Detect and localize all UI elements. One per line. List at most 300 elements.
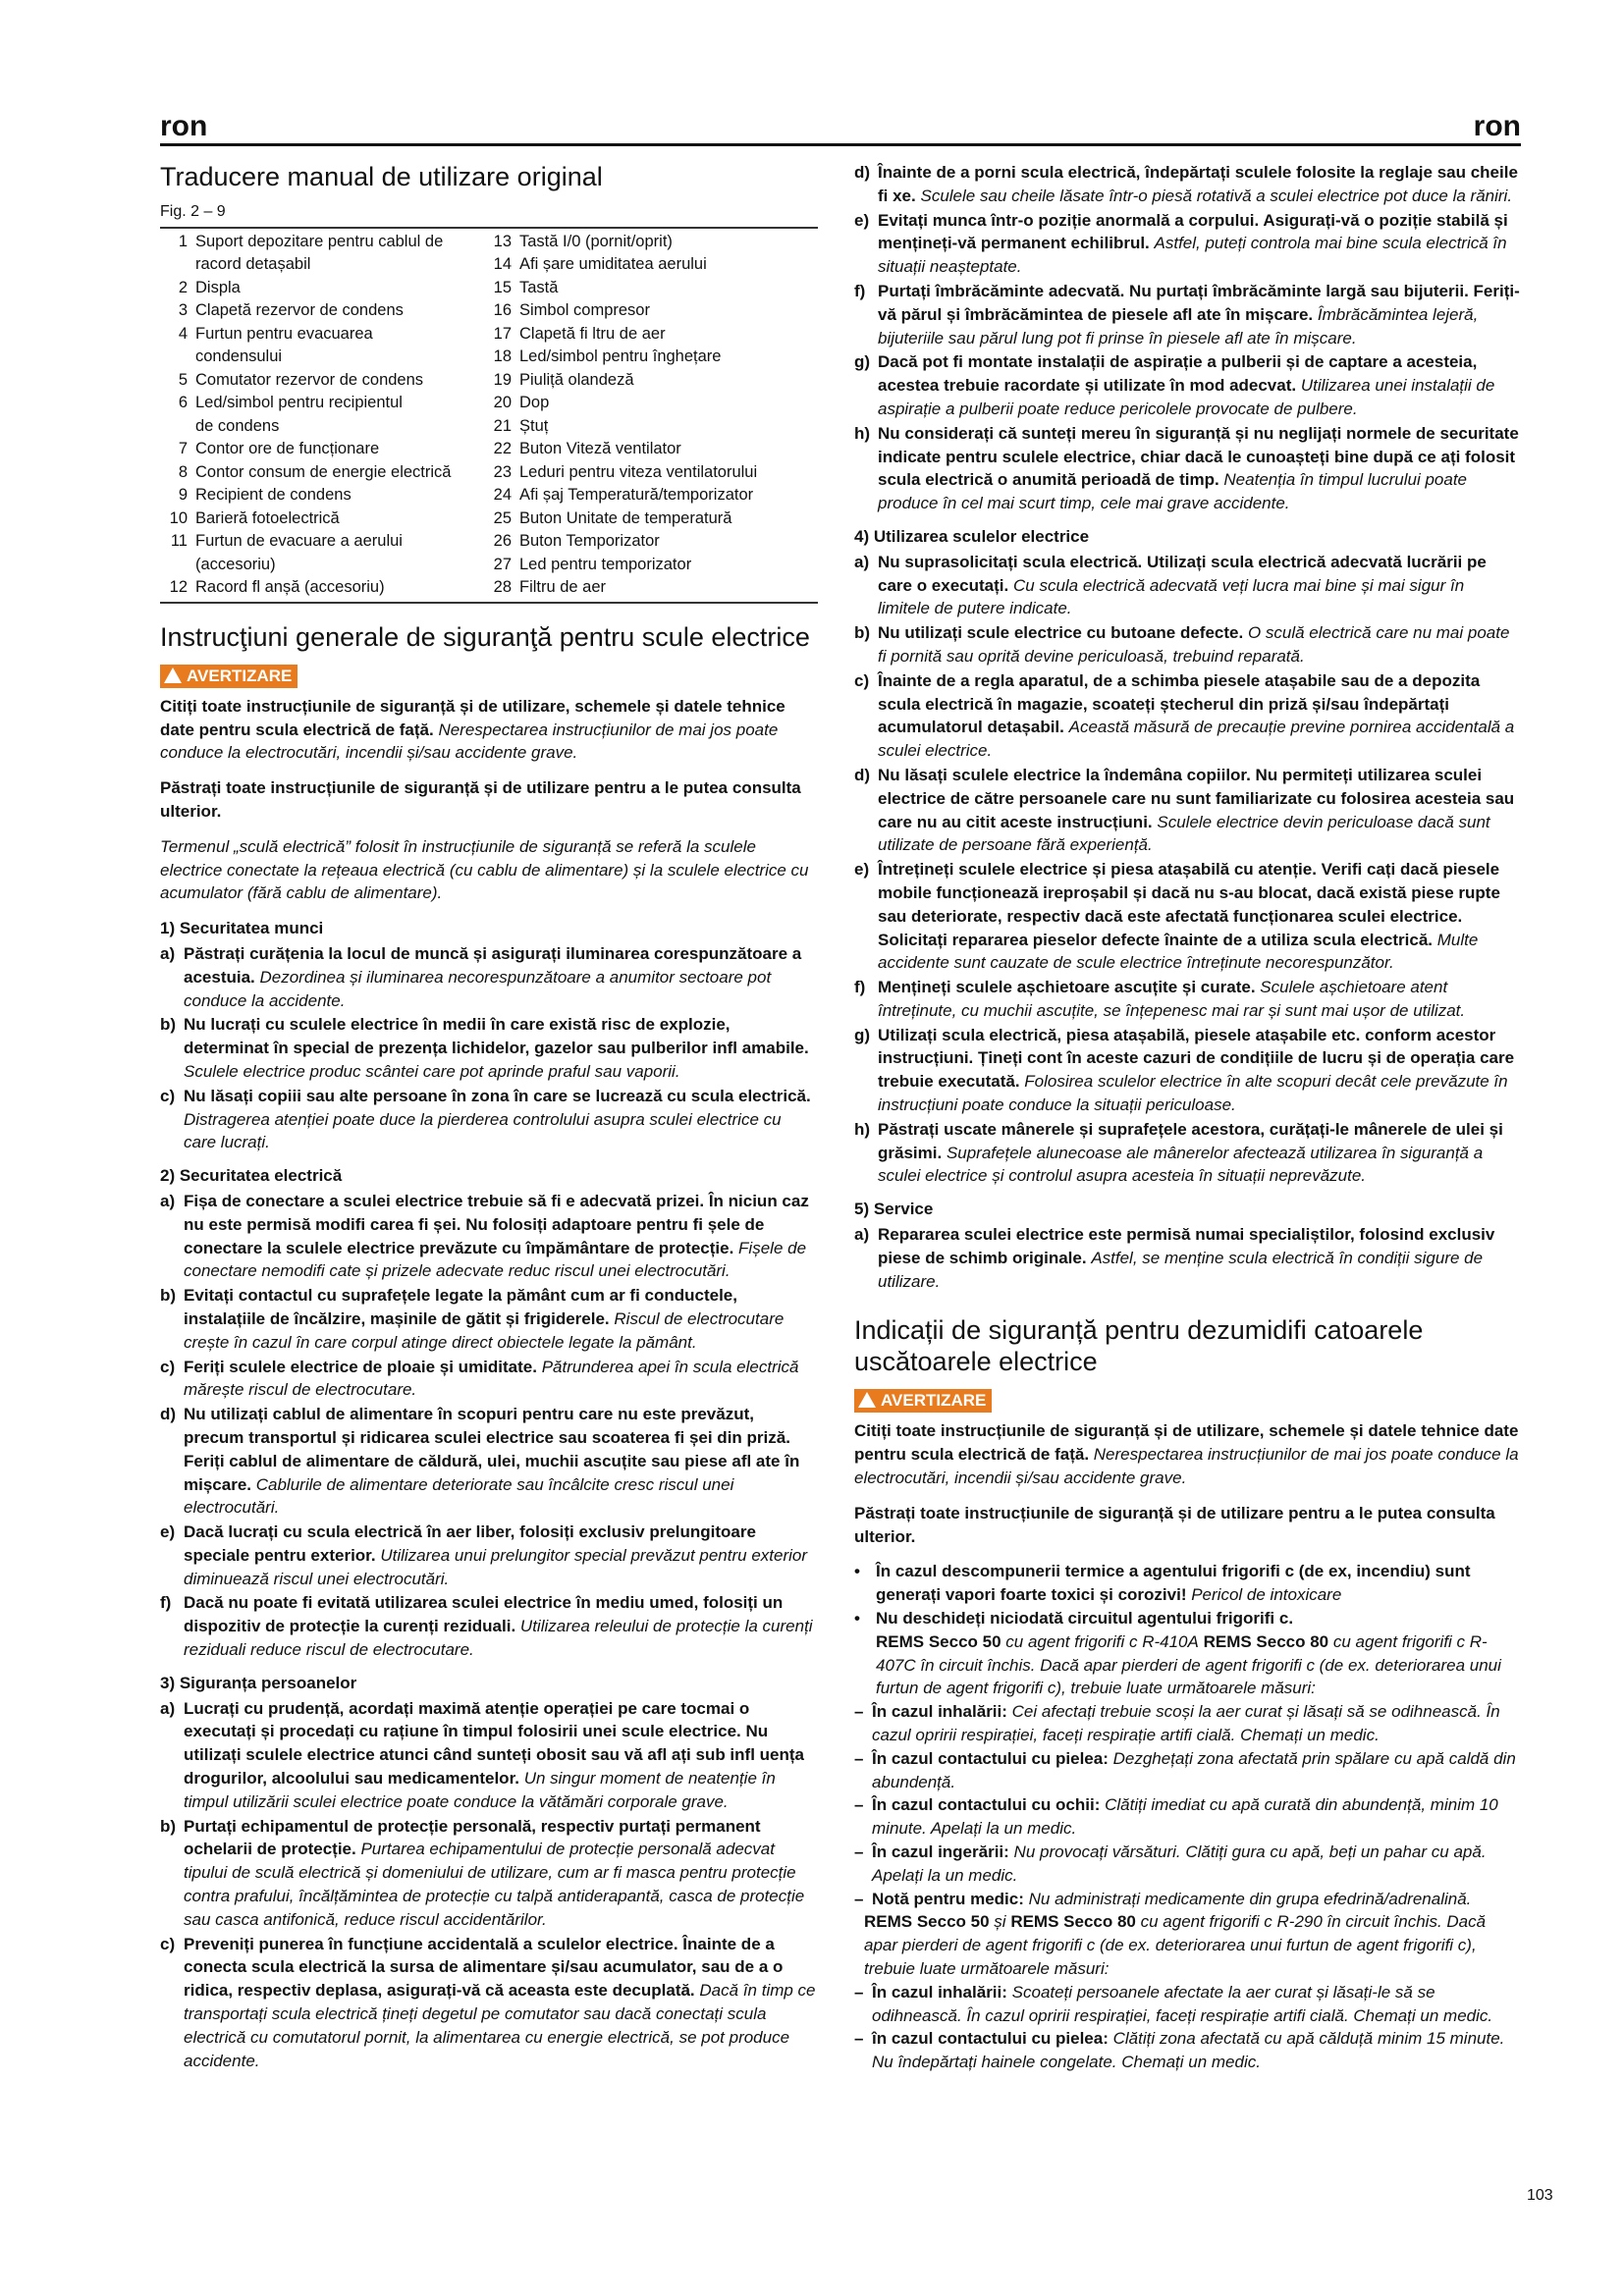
figure-legend-item xyxy=(160,554,484,577)
safety-item-bold: Nu lăsați copiii sau alte persoane în zona în care se lucrează cu scula electrică. xyxy=(184,1086,811,1105)
safety-item xyxy=(854,621,1520,668)
safety-item-italic: Neatenția în timpul lucrului poate produce în cel mai scurt timp, cele mai grave accidente. xyxy=(878,470,1467,513)
dash-marker: – xyxy=(854,1795,864,1815)
safety-item-italic: O sculă electrică care nu mai poate fi pornită sau oprită devine periculoasă, trebuind reparată. xyxy=(878,623,1510,666)
warning-badge xyxy=(160,665,298,688)
safety-item xyxy=(160,1085,818,1154)
safety-title: Instrucţiuni generale de siguranţă pentru scule electrice xyxy=(160,621,810,652)
figure-legend-item xyxy=(160,415,484,439)
safety-item-text xyxy=(878,209,1520,279)
first-aid-text xyxy=(872,1747,1520,1794)
first-aid-case: Notă pentru medic: xyxy=(872,1889,1024,1908)
figure-legend-item xyxy=(484,554,757,577)
figure-legend-number: 8 xyxy=(178,462,188,481)
intro-paragraph xyxy=(160,695,818,765)
safety-item-bold: Mențineți sculele așchietoare ascuțite și curate. xyxy=(878,978,1256,997)
figure-legend-col-2 xyxy=(484,231,757,600)
intro-paragraph-2 xyxy=(854,1419,1520,1489)
safety-item-text xyxy=(878,551,1520,620)
safety-item-text xyxy=(878,350,1520,420)
safety-item-bold: Purtați echipamentul de protecție personală, respectiv purtați permanent ochelarii de protecție. xyxy=(184,1816,761,1859)
figure-legend-item xyxy=(484,415,757,439)
safety-item xyxy=(854,350,1520,420)
safety-item-bold: Nu utilizați cablul de alimentare în scopuri pentru care nu este prevăzut, precum transportul și ridicarea sculei electrice sau scoaterea fi șei din priză. Feriți cablul de alimentare de căldură, ulei, muchii ascuțite sau piese afl ate în mișcare. xyxy=(184,1405,800,1494)
bullet-thermal-bold: În cazul descompunerii termice a agentului frigorifi c (de ex, incendiu) sunt generați vapori foarte toxici și corozivi! xyxy=(876,1562,1471,1605)
dehumidifier-title-line-1: Indicații de siguranță pentru dezumidifi catoarele xyxy=(854,1315,1424,1346)
figure-legend-number: 28 xyxy=(493,578,512,597)
first-aid-text xyxy=(872,1793,1520,1841)
safety-item-letter: a) xyxy=(854,1225,870,1245)
figure-legend-number xyxy=(160,415,195,439)
bullet-dot: • xyxy=(854,1562,860,1581)
safety-item-letter: c) xyxy=(160,1086,176,1105)
safety-item-bold: Repararea sculei electrice este permisă numai specialiștilor, folosind exclusiv piese de schimb originale. xyxy=(878,1225,1495,1267)
safety-item-letter: a) xyxy=(160,1698,176,1718)
safety-item-italic: Sculele electrice devin periculoase dacă sunt utilizate de persoane fără experiență. xyxy=(878,812,1490,855)
safety-item xyxy=(160,1591,818,1661)
figure-legend-text: Simbol compresor xyxy=(519,301,650,320)
safety-item xyxy=(854,209,1520,279)
intro-bold-2: Citiți toate instrucțiunile de siguranță și de utilizare, schemele și datele tehnice date pentru scula electrică de față. xyxy=(854,1421,1519,1465)
safety-item-letter: a) xyxy=(160,1191,176,1210)
safety-item xyxy=(854,976,1520,1023)
safety-item-text xyxy=(878,858,1520,975)
first-aid-text xyxy=(872,1888,1471,1911)
safety-item-text xyxy=(184,1933,818,2073)
safety-item-letter: b) xyxy=(160,1015,177,1035)
dehumidifier-title-line-2: uscătoarele electrice xyxy=(854,1347,1098,1377)
safety-item xyxy=(160,1284,818,1354)
safety-item-italic: Purtarea echipamentului de protecție personală adecvat tipului de sculă electrică și domeniului de utilizare, cum ar fi masca pentru protecție contra prafului, încălțămintea de protecție cu talpă antiderapantă, casca de protecție sau casca antifonică, reduce riscul accidentărilor. xyxy=(184,1840,805,1929)
safety-item-bold: Înainte de a porni scula electrică, îndepărtați sculele folosite la reglaje sau cheile fi xe. xyxy=(878,163,1518,205)
refrigerant-r290: cu agent frigorifi c R-290 în circuit închis. Dacă apar pierderi de agent frigorifi c (de ex. deteriorarea unui furtun de agent frigorifi c), trebuie luate următoarele măsuri: xyxy=(864,1912,1487,1978)
and-word: și xyxy=(994,1912,1006,1932)
figure-legend-number: 25 xyxy=(493,508,512,527)
intro-italic-2: Nerespectarea instrucțiunilor de mai jos poate conduce la electrocutări, incendii și/sau accidente grave. xyxy=(854,1445,1519,1488)
figure-legend-number: 16 xyxy=(493,301,512,320)
keep-instructions-2: Păstrați toate instrucțiunile de siguranță și de utilizare pentru a le putea consulta ulterior. xyxy=(854,1503,1495,1546)
figure-legend-number xyxy=(160,346,195,369)
safety-item-italic: Această măsură de precauție previne pornirea accidentală a sculei electrice. xyxy=(878,718,1515,761)
safety-item-letter: h) xyxy=(854,423,871,443)
figure-legend-item xyxy=(160,369,484,393)
figure-legend-item xyxy=(160,299,484,323)
safety-item-letter: f) xyxy=(854,281,866,300)
figure-legend-text: Led/simbol pentru înghețare xyxy=(519,347,722,366)
safety-item-letter: e) xyxy=(854,210,870,230)
safety-item-letter: b) xyxy=(854,623,871,643)
safety-item xyxy=(160,1190,818,1283)
safety-item-letter: f) xyxy=(854,978,866,997)
safety-item xyxy=(854,161,1520,208)
figure-legend-item xyxy=(484,438,757,461)
first-aid-list-2 xyxy=(854,1981,1520,2074)
figure-legend-text: Recipient de condens xyxy=(195,486,352,505)
safety-item-bold: Evitați munca într-o poziție anormală a corpului. Asigurați-vă o poziție stabilă și mențineți-vă permanent echilibrul. xyxy=(878,210,1508,253)
safety-item-text xyxy=(184,1085,818,1154)
safety-item xyxy=(160,1933,818,2073)
safety-item-letter: h) xyxy=(854,1119,871,1139)
figure-legend-item xyxy=(484,323,757,347)
safety-item-italic: Suprafețele alunecoase ale mânerelor afectează utilizarea în siguranță a sculei electrice și controlul asupra acesteia în situații neprevăzute. xyxy=(878,1143,1484,1186)
figure-legend-number: 15 xyxy=(493,278,512,296)
safety-item-bold: Nu suprasolicitați scula electrică. Utilizați scula electrică adecvată lucrării pe care o executați. xyxy=(878,552,1487,595)
model-secco-50-2: REMS Secco 50 xyxy=(864,1912,990,1932)
figure-legend-text: Racord fl anșă (accesoriu) xyxy=(195,578,385,597)
safety-item-text xyxy=(878,422,1520,515)
figure-legend-item xyxy=(160,576,484,600)
warning-badge-2 xyxy=(854,1389,992,1413)
safety-item-bold: Dacă pot fi montate instalații de aspirație a pulberii și de captare a acesteia, acestea trebuie racordate și utilizate în mod adecvat. xyxy=(878,352,1478,396)
safety-item-text xyxy=(184,1591,818,1661)
figure-legend-text: racord detașabil xyxy=(195,255,311,274)
safety-item xyxy=(854,280,1520,349)
first-aid-item xyxy=(854,1841,1520,1888)
warning-icon-2 xyxy=(858,1392,876,1408)
first-aid-text xyxy=(872,1700,1520,1747)
first-aid-text xyxy=(872,1841,1520,1888)
dash-marker: – xyxy=(854,1748,864,1768)
section-5-title: 5) Service xyxy=(854,1200,934,1219)
safety-item-text xyxy=(184,1190,818,1283)
figure-legend-text: Filtru de aer xyxy=(519,578,607,597)
figure-legend-number: 1 xyxy=(178,232,188,250)
safety-item-text xyxy=(878,1024,1520,1117)
figure-legend-text: condensului xyxy=(195,347,283,366)
figure-legend-item xyxy=(484,299,757,323)
figure-legend-item xyxy=(160,461,484,485)
safety-item-letter: g) xyxy=(854,352,871,372)
models-1 xyxy=(876,1630,1520,1700)
safety-item-letter: c) xyxy=(160,1934,176,1953)
section-3-list xyxy=(160,1697,818,2073)
safety-item-italic: Riscul de electrocutare crește în cazul în care corpul atinge direct obiectele legate la pământ. xyxy=(184,1308,785,1352)
safety-item xyxy=(854,858,1520,975)
figure-legend-number: 6 xyxy=(178,394,188,412)
section-3-title: 3) Siguranța persoanelor xyxy=(160,1673,357,1692)
figure-legend-item xyxy=(160,323,484,347)
figure-legend-text: Furtun de evacuare a aerului xyxy=(195,532,403,551)
first-aid-action: Nu provocați vărsături. Clătiți gura cu apă, beți un pahar cu apă. Apelați la un medic. xyxy=(872,1842,1487,1885)
figure-legend-item xyxy=(160,392,484,415)
figure-legend-text: de condens xyxy=(195,416,280,435)
safety-item xyxy=(160,1697,818,1814)
figure-legend-text: Clapetă rezervor de condens xyxy=(195,301,404,320)
model-secco-50: REMS Secco 50 xyxy=(876,1631,1001,1651)
safety-item-italic: Utilizarea unei instalații de aspirație a pulberii poate reduce pericolele provocate de pulbere. xyxy=(878,376,1495,418)
safety-item xyxy=(854,669,1520,763)
figure-legend-number: 3 xyxy=(178,301,188,320)
safety-item xyxy=(160,1356,818,1403)
section-1-list xyxy=(160,942,818,1154)
safety-item-bold: Dacă lucrați cu scula electrică în aer liber, folosiți exclusiv prelungitoare speciale pentru exterior. xyxy=(184,1522,756,1565)
safety-item-bold: Dacă nu poate fi evitată utilizarea sculei electrice în mediu umed, folosiți un dispozitiv de protecție la curenți reziduali. xyxy=(184,1593,784,1636)
safety-item-letter: b) xyxy=(160,1286,177,1306)
page-number: 103 xyxy=(1527,2187,1553,2204)
figure-rule-bottom xyxy=(160,602,818,604)
figure-legend-item xyxy=(160,231,484,254)
figure-legend-item xyxy=(484,346,757,369)
term-definition: Termenul „sculă electrică” folosit în instrucțiunile de siguranță se referă la sculele electrice conectate la rețeaua electrică (cu cablu de alimentare) și la sculele electrice cu acumulator (fără cablu de alimentare). xyxy=(160,836,809,903)
first-aid-item xyxy=(854,1793,1520,1841)
first-aid-case: În cazul inhalării: xyxy=(872,1702,1007,1722)
refrigerant-r410a: cu agent frigorifi c R-410A xyxy=(1005,1631,1199,1651)
safety-item-italic: Sculele așchietoare atent întreținute, cu muchii ascuțite, se înțepenesc mai rar și sunt mai ușor de utilizat. xyxy=(878,978,1466,1020)
bullet-dot: • xyxy=(854,1609,860,1629)
safety-item-text xyxy=(878,1223,1520,1293)
safety-item-letter: d) xyxy=(160,1405,177,1424)
section-1-title: 1) Securitatea munci xyxy=(160,919,324,938)
safety-item-letter: c) xyxy=(160,1357,176,1376)
figure-legend-text: Furtun pentru evacuarea xyxy=(195,324,373,343)
figure-legend-item xyxy=(160,253,484,277)
first-aid-item xyxy=(854,1981,1520,2028)
safety-item-italic: Astfel, se menține scula electrică în condiții sigure de utilizare. xyxy=(878,1248,1484,1291)
safety-item xyxy=(854,764,1520,857)
figure-legend-text: Suport depozitare pentru cablul de xyxy=(195,232,444,250)
figure-legend-text: Afi șaj Temperatură/temporizator xyxy=(519,486,754,505)
safety-item-italic: Utilizarea unui prelungitor special prevăzut pentru exterior diminuează riscul unei electrocutări. xyxy=(184,1545,807,1588)
figure-legend-text: Tastă I/0 (pornit/oprit) xyxy=(519,232,673,250)
safety-item-text xyxy=(878,976,1520,1023)
figure-legend-number: 27 xyxy=(493,555,512,573)
figure-legend-number: 10 xyxy=(169,508,188,527)
safety-item-letter: a) xyxy=(160,943,176,963)
safety-item xyxy=(854,1223,1520,1293)
dash-marker: – xyxy=(854,2029,864,2049)
safety-item-text xyxy=(184,1815,818,1932)
warning-label-2: AVERTIZARE xyxy=(881,1391,987,1411)
safety-item-text xyxy=(184,1521,818,1590)
figure-legend-item xyxy=(484,392,757,415)
figure-legend-number: 11 xyxy=(170,532,188,551)
safety-item-text xyxy=(878,1118,1520,1188)
figure-legend-item xyxy=(160,530,484,554)
bullet-circuit-text: Nu deschideți niciodată circuitul agentului frigorifi c. xyxy=(876,1609,1294,1629)
first-aid-action: Nu administrați medicamente din grupa efedrină/adrenalină. xyxy=(1028,1889,1472,1908)
first-aid-action: Scoateți persoanele afectate la aer curat și lăsați-le să se odihnească. În cazul opririi respirației, faceți respirație artifi cială. Chemați un medic. xyxy=(872,1982,1493,2025)
keep-instructions: Păstrați toate instrucțiunile de siguranță și de utilizare pentru a le putea consulta ulterior. xyxy=(160,778,801,821)
figure-label: Fig. 2 – 9 xyxy=(160,203,226,220)
safety-item-bold: Lucrați cu prudență, acordați maximă atenție operației pe care tocmai o executați și procedați cu rațiune în timpul folosirii unei scule electrice. Nu utilizați sculele electrice atunci când sunteți obosit sau vă afl ați sub infl uența drogurilor, alcoolului sau medicamentelor. xyxy=(184,1698,804,1789)
section-2-list xyxy=(160,1190,818,1662)
figure-legend-number: 4 xyxy=(178,324,188,343)
safety-item-italic: Pătrunderea apei în scula electrică mărește riscul de electrocutare. xyxy=(184,1357,799,1400)
safety-item-text xyxy=(184,1356,818,1403)
safety-item xyxy=(854,1118,1520,1188)
figure-legend-text: Barieră fotoelectrică xyxy=(195,508,340,527)
figure-legend-text: Buton Temporizator xyxy=(519,532,660,551)
safety-item-bold: Nu lucrați cu sculele electrice în medii în care există risc de explozie, determinat în special de prezența lichidelor, gazelor sau pulberilor infl amabile. xyxy=(184,1015,809,1058)
figure-legend-item xyxy=(160,507,484,531)
safety-item-bold: Nu lăsați sculele electrice la îndemâna copiilor. Nu permiteți utilizarea sculei electrice de către persoanele care nu sunt familiarizate cu folosirea acesteia sau care nu au citit aceste instrucțiuni. xyxy=(878,765,1515,831)
safety-item-letter: f) xyxy=(160,1593,172,1613)
safety-item-text xyxy=(184,1697,818,1814)
model-secco-80: REMS Secco 80 xyxy=(1203,1631,1329,1651)
safety-item-bold: Utilizați scula electrică, piesa atașabilă, piesele atașabile etc. conform acestor instrucțiuni. Țineți cont în aceste cazuri de condițiile de lucru și de operația care trebuie executată. xyxy=(878,1025,1515,1092)
figure-legend-text: Contor consum de energie electrică xyxy=(195,462,452,481)
safety-item xyxy=(160,1521,818,1590)
dash-marker: – xyxy=(854,1702,864,1722)
figure-legend-item xyxy=(484,530,757,554)
safety-item-letter: c) xyxy=(854,670,870,690)
safety-item-letter: a) xyxy=(854,552,870,571)
manual-title: Traducere manual de utilizare original xyxy=(160,162,603,191)
safety-item-bold: Preveniți punerea în funcțiune accidentală a sculelor electrice. Înainte de a conecta scula electrică la sursa de alimentare și/sau acumulator, sau de a o ridica, respectiv deplasa, asigurați-vă că aceasta este decuplată. xyxy=(184,1934,784,2001)
safety-item-bold: Întrețineți sculele electrice și piesa atașabilă cu atenție. Verifi cați dacă piesele mobile funcționează ireproșabil și dacă nu s-au blocat, dacă există piese rupte sau deteriorate, respectiv dacă este afectată funcționarea sculei electrice. Solicitați repararea pieselor defecte înainte de a utiliza scula electrică. xyxy=(878,860,1500,949)
figure-legend-item xyxy=(160,438,484,461)
safety-item-bold: Feriți sculele electrice de ploaie și umiditate. xyxy=(184,1357,537,1376)
safety-item-text xyxy=(878,280,1520,349)
intro-bold: Citiți toate instrucțiunile de siguranță și de utilizare, schemele și datele tehnice date pentru scula electrică de față. xyxy=(160,696,785,739)
section-5-list xyxy=(854,1223,1520,1293)
safety-item-text xyxy=(878,161,1520,208)
figure-legend-text: (accesoriu) xyxy=(195,555,276,573)
safety-item-italic: Sculele electrice produc scântei care pot aprinde praful sau vaporii. xyxy=(184,1061,680,1081)
left-column xyxy=(160,161,818,2073)
header-lang-left: ron xyxy=(160,110,208,142)
safety-item-text xyxy=(184,1284,818,1354)
safety-item xyxy=(160,1815,818,1932)
figure-legend-text: Contor ore de funcționare xyxy=(195,440,380,458)
bullet-thermal-text xyxy=(876,1560,1520,1607)
figure-legend-text: Displa xyxy=(195,278,241,296)
section-4-title: 4) Utilizarea sculelor electrice xyxy=(854,526,1090,546)
figure-legend-item xyxy=(160,484,484,507)
figure-legend-item xyxy=(484,277,757,300)
refrigerant-r407c: cu agent frigorifi c R-407C în circuit închis. Dacă apar pierderi de agent frigorifi c (de ex. deteriorarea unui furtun de agent frigorifi c), trebuie luate următoarele măsuri: xyxy=(876,1631,1501,1698)
figure-legend-number: 5 xyxy=(178,370,188,389)
figure-legend-number xyxy=(160,253,195,277)
first-aid-item xyxy=(854,1700,1520,1747)
safety-item-bold: Păstrați curățenia la locul de muncă și asigurați iluminarea corespunzătoare a acestuia. xyxy=(184,943,802,987)
warning-label: AVERTIZARE xyxy=(187,666,293,685)
safety-item-text xyxy=(878,764,1520,857)
safety-item-italic: Distragerea atenției poate duce la pierderea controlului asupra sculei electrice cu care lucrați. xyxy=(184,1109,782,1152)
models-2 xyxy=(864,1910,1520,1980)
safety-item-italic: Cu scula electrică adecvată veți lucra mai bine și mai sigur în limitele de putere indicate. xyxy=(878,575,1465,618)
figure-legend-text: Ștuț xyxy=(519,416,549,435)
first-aid-case: În cazul contactului cu ochii: xyxy=(872,1795,1101,1815)
safety-item-letter: e) xyxy=(854,860,870,880)
figure-legend-col-1 xyxy=(160,231,484,600)
figure-legend-text: Piuliță olandeză xyxy=(519,370,634,389)
first-aid-item xyxy=(854,2027,1520,2074)
bullet-thermal xyxy=(854,1560,1520,1607)
figure-legend-text: Buton Viteză ventilator xyxy=(519,440,681,458)
first-aid-action: Clătiți zona afectată cu apă călduță minim 15 minute. Nu îndepărtați hainele congelate. Chemați un medic. xyxy=(872,2029,1505,2072)
safety-item xyxy=(854,422,1520,515)
safety-item-italic: Fișele de conectare nemodifi cate și prizele adecvate reduc riscul unei electrocutări. xyxy=(184,1238,807,1281)
section-3-continued xyxy=(854,161,1520,515)
first-aid-action: Clătiți imediat cu apă curată din abundență, minim 10 minute. Apelați la un medic. xyxy=(872,1795,1498,1839)
figure-legend-number: 12 xyxy=(169,578,188,597)
safety-item-text xyxy=(878,621,1520,668)
figure-legend-number: 7 xyxy=(178,440,188,458)
figure-legend-text: Buton Unitate de temperatură xyxy=(519,508,732,527)
figure-legend-number: 20 xyxy=(493,394,512,412)
safety-item xyxy=(160,1403,818,1520)
first-aid-item xyxy=(854,1747,1520,1794)
figure-legend-number: 23 xyxy=(493,462,512,481)
safety-item-letter: d) xyxy=(854,163,871,182)
figure-legend-number: 24 xyxy=(493,486,512,505)
safety-item-italic: Dacă în timp ce transportați scula electrică țineți degetul pe comutator sau dacă conectați scula electrică cu comutatorul pornit, la alimentarea cu energie electrică, se pot produce accidente. xyxy=(184,1981,816,2070)
figure-legend-item xyxy=(484,576,757,600)
bullet-circuit xyxy=(854,1607,1520,1630)
figure-rule-top xyxy=(160,227,818,229)
warning-icon xyxy=(164,667,182,683)
safety-item-bold: Fișa de conectare a sculei electrice trebuie să fi e adecvată prizei. În niciun caz nu este permisă modifi carea fi șei. Nu folosiți adaptoare pentru fi șele de conectare la sculele electrice prevăzute cu împământare de protecție. xyxy=(184,1191,809,1257)
figure-legend-item xyxy=(484,231,757,254)
safety-item-bold: Purtați îmbrăcăminte adecvată. Nu purtați îmbrăcăminte largă sau bijuterii. Feriți-vă părul și îmbrăcămintea de piesele afl ate în mișcare. xyxy=(878,281,1520,324)
figure-legend-item xyxy=(484,507,757,531)
figure-legend-number: 13 xyxy=(493,232,512,250)
figure-legend xyxy=(160,231,818,600)
safety-item-italic: Un singur moment de neatenție în timpul utilizării sculei electrice poate conduce la vătămări corporale grave. xyxy=(184,1769,776,1811)
figure-legend-text: Led pentru temporizator xyxy=(519,555,692,573)
figure-legend-item xyxy=(484,253,757,277)
safety-item-italic: Dezordinea și iluminarea necorespunzătoare a anumitor sectoare pot conduce la accidente. xyxy=(184,967,772,1010)
safety-item-text xyxy=(184,1403,818,1520)
model-secco-80-2: REMS Secco 80 xyxy=(1010,1912,1136,1932)
safety-item-bold: Nu considerați că sunteți mereu în siguranță și nu neglijați normele de securitate indicate pentru sculele electrice, chiar dacă le cunoașteți bine după ce ați folosit scula electrică o anumită perioadă de timp. xyxy=(878,423,1519,490)
safety-item-letter: g) xyxy=(854,1025,871,1044)
first-aid-case: În cazul inhalării: xyxy=(872,1982,1007,2002)
safety-item-bold: Evitați contactul cu suprafețele legate la pământ cum ar fi conductele, instalațiile de încălzire, mașinile de gătit și frigiderele. xyxy=(184,1286,737,1328)
figure-legend-item xyxy=(160,346,484,369)
figure-legend-text: Comutator rezervor de condens xyxy=(195,370,424,389)
first-aid-case: În cazul contactului cu pielea: xyxy=(872,1748,1109,1768)
figure-legend-item xyxy=(484,369,757,393)
safety-item-italic: Folosirea sculelor electrice în alte scopuri decât cele prevăzute în instrucțiuni poate conduce la situații periculoase. xyxy=(878,1072,1508,1115)
figure-legend-number: 21 xyxy=(493,416,512,435)
dash-marker: – xyxy=(854,1982,864,2002)
safety-item-text xyxy=(184,1013,818,1083)
section-2-title: 2) Securitatea electrică xyxy=(160,1166,343,1186)
first-aid-case: în cazul contactului cu pielea: xyxy=(872,2029,1109,2049)
safety-item xyxy=(160,942,818,1012)
figure-legend-item xyxy=(484,461,757,485)
first-aid-list-1 xyxy=(854,1700,1520,1910)
first-aid-case: În cazul ingerării: xyxy=(872,1842,1009,1861)
dash-marker: – xyxy=(854,1842,864,1861)
right-column xyxy=(854,161,1520,2074)
safety-item-bold: Păstrați uscate mânerele și suprafețele acestora, curățați-le mânerele de ulei și grăsimi. xyxy=(878,1119,1503,1162)
section-4-list xyxy=(854,551,1520,1189)
first-aid-action: Dezghețați zona afectată prin spălare cu apă caldă din abundență. xyxy=(872,1748,1516,1791)
safety-item-text xyxy=(878,669,1520,763)
figure-legend-text: Leduri pentru viteza ventilatorului xyxy=(519,462,758,481)
safety-item-italic: Îmbrăcămintea lejeră, bijuteriile sau părul lung pot fi prinse în piesele afl ate în mișcare. xyxy=(878,304,1479,347)
safety-item-italic: Cablurile de alimentare deteriorate sau încâlcite cresc riscul unei electrocutări. xyxy=(184,1474,734,1518)
figure-legend-text: Tastă xyxy=(519,278,559,296)
figure-legend-number: 19 xyxy=(493,370,512,389)
figure-legend-text: Clapetă fi ltru de aer xyxy=(519,324,666,343)
figure-legend-number: 14 xyxy=(493,255,512,274)
safety-item-letter: d) xyxy=(854,765,871,784)
header-lang-right: ron xyxy=(1473,110,1521,142)
bullet-thermal-italic: Pericol de intoxicare xyxy=(1191,1585,1342,1605)
header-rule xyxy=(160,143,1521,146)
figure-legend-item xyxy=(160,277,484,300)
figure-legend-text: Led/simbol pentru recipientul xyxy=(195,394,403,412)
safety-item-bold: Nu utilizați scule electrice cu butoane defecte. xyxy=(878,623,1244,643)
figure-legend-number: 18 xyxy=(493,347,512,366)
safety-item-italic: Multe accidente sunt cauzate de scule electrice întreținute necorespunzător. xyxy=(878,930,1479,973)
first-aid-item xyxy=(854,1888,1520,1911)
figure-legend-number: 22 xyxy=(493,440,512,458)
